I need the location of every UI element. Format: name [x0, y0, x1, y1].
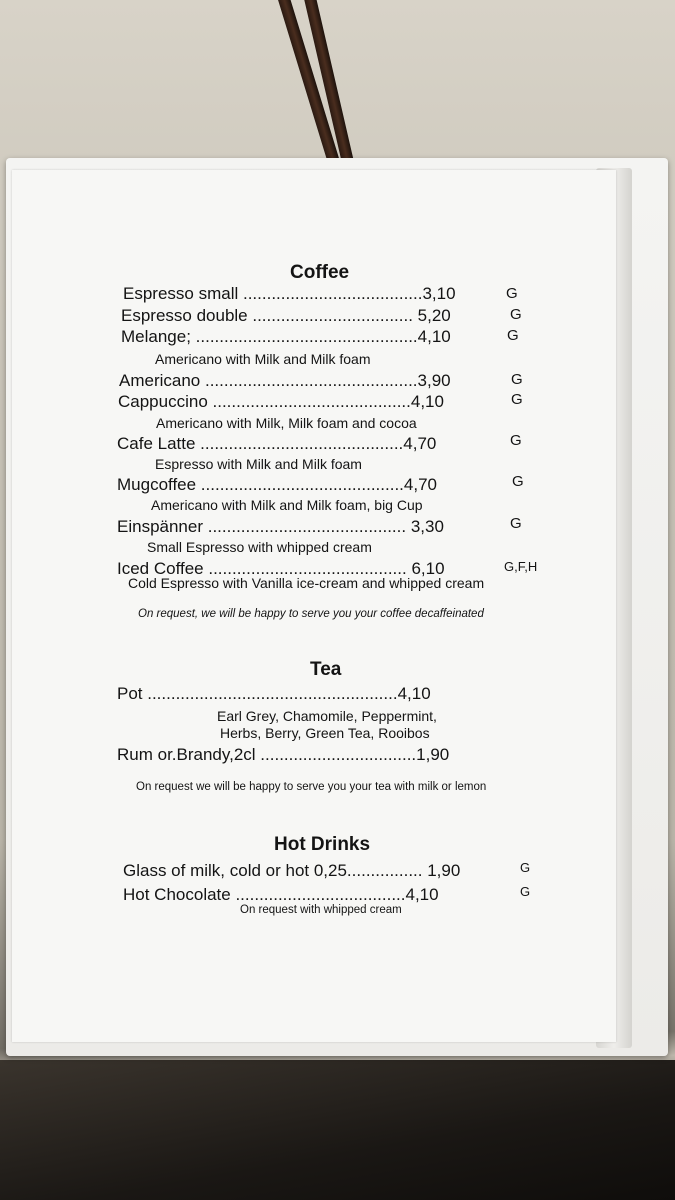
menu-item-espresso-small: Espresso small ......................................3,10	[123, 284, 456, 303]
allergen-code: G	[511, 391, 523, 408]
menu-item-glass-of-milk: Glass of milk, cold or hot 0,25................ 1,90	[123, 861, 461, 880]
menu-item-description: Small Espresso with whipped cream	[147, 539, 372, 555]
menu-item-description: Americano with Milk and Milk foam	[155, 351, 371, 367]
menu-item-melange: Melange; ...............................................4,10	[121, 327, 451, 346]
menu-item-description: Espresso with Milk and Milk foam	[155, 456, 362, 472]
allergen-code: G	[512, 473, 524, 490]
floor-shadow	[0, 1060, 675, 1200]
allergen-code: G	[507, 327, 519, 344]
menu-item-cafe-latte: Cafe Latte ...........................................4,70	[117, 434, 437, 453]
menu-item-espresso-double: Espresso double .................................. 5,20	[121, 306, 451, 325]
menu-item-hot-chocolate: Hot Chocolate ....................................4,10	[123, 885, 439, 904]
allergen-code: G	[510, 306, 522, 323]
chopsticks	[270, 0, 365, 170]
menu-item-description: Americano with Milk and Milk foam, big Cup	[151, 497, 423, 513]
allergen-code: G	[520, 884, 531, 899]
menu-item-einspanner: Einspänner .......................................... 3,30	[117, 517, 444, 536]
menu-item-mugcoffee: Mugcoffee ...........................................4,70	[117, 475, 437, 494]
allergen-code: G	[510, 432, 522, 449]
tea-heading: Tea	[310, 659, 342, 680]
allergen-code: G,F,H	[504, 559, 538, 574]
allergen-code: G	[510, 515, 522, 532]
menu-item-description: Herbs, Berry, Green Tea, Rooibos	[220, 725, 430, 741]
menu-item-rum-brandy: Rum or.Brandy,2cl .................................1,90	[117, 745, 450, 764]
menu-item-iced-coffee: Iced Coffee .......................................... 6,10	[117, 559, 445, 578]
tea-note: On request we will be happy to serve you your tea with milk or lemon	[136, 781, 487, 793]
menu-item-description: Americano with Milk, Milk foam and cocoa	[156, 415, 417, 431]
menu-item-pot: Pot .....................................................4,10	[117, 684, 431, 703]
allergen-code: G	[520, 860, 531, 875]
hot-drinks-heading: Hot Drinks	[274, 834, 371, 855]
hot-drinks-note: On request with whipped cream	[240, 904, 402, 916]
allergen-code: G	[511, 371, 523, 388]
menu-item-description: Cold Espresso with Vanilla ice-cream and whipped cream	[128, 575, 485, 591]
menu-item-cappuccino: Cappuccino ..........................................4,10	[118, 392, 444, 411]
menu-item-americano: Americano .............................................3,90	[119, 371, 451, 390]
coffee-heading: Coffee	[290, 262, 350, 283]
allergen-code: G	[506, 285, 518, 302]
coffee-note: On request, we will be happy to serve you your coffee decaffeinated	[138, 608, 484, 620]
menu-item-description: Earl Grey, Chamomile, Peppermint,	[217, 708, 437, 724]
